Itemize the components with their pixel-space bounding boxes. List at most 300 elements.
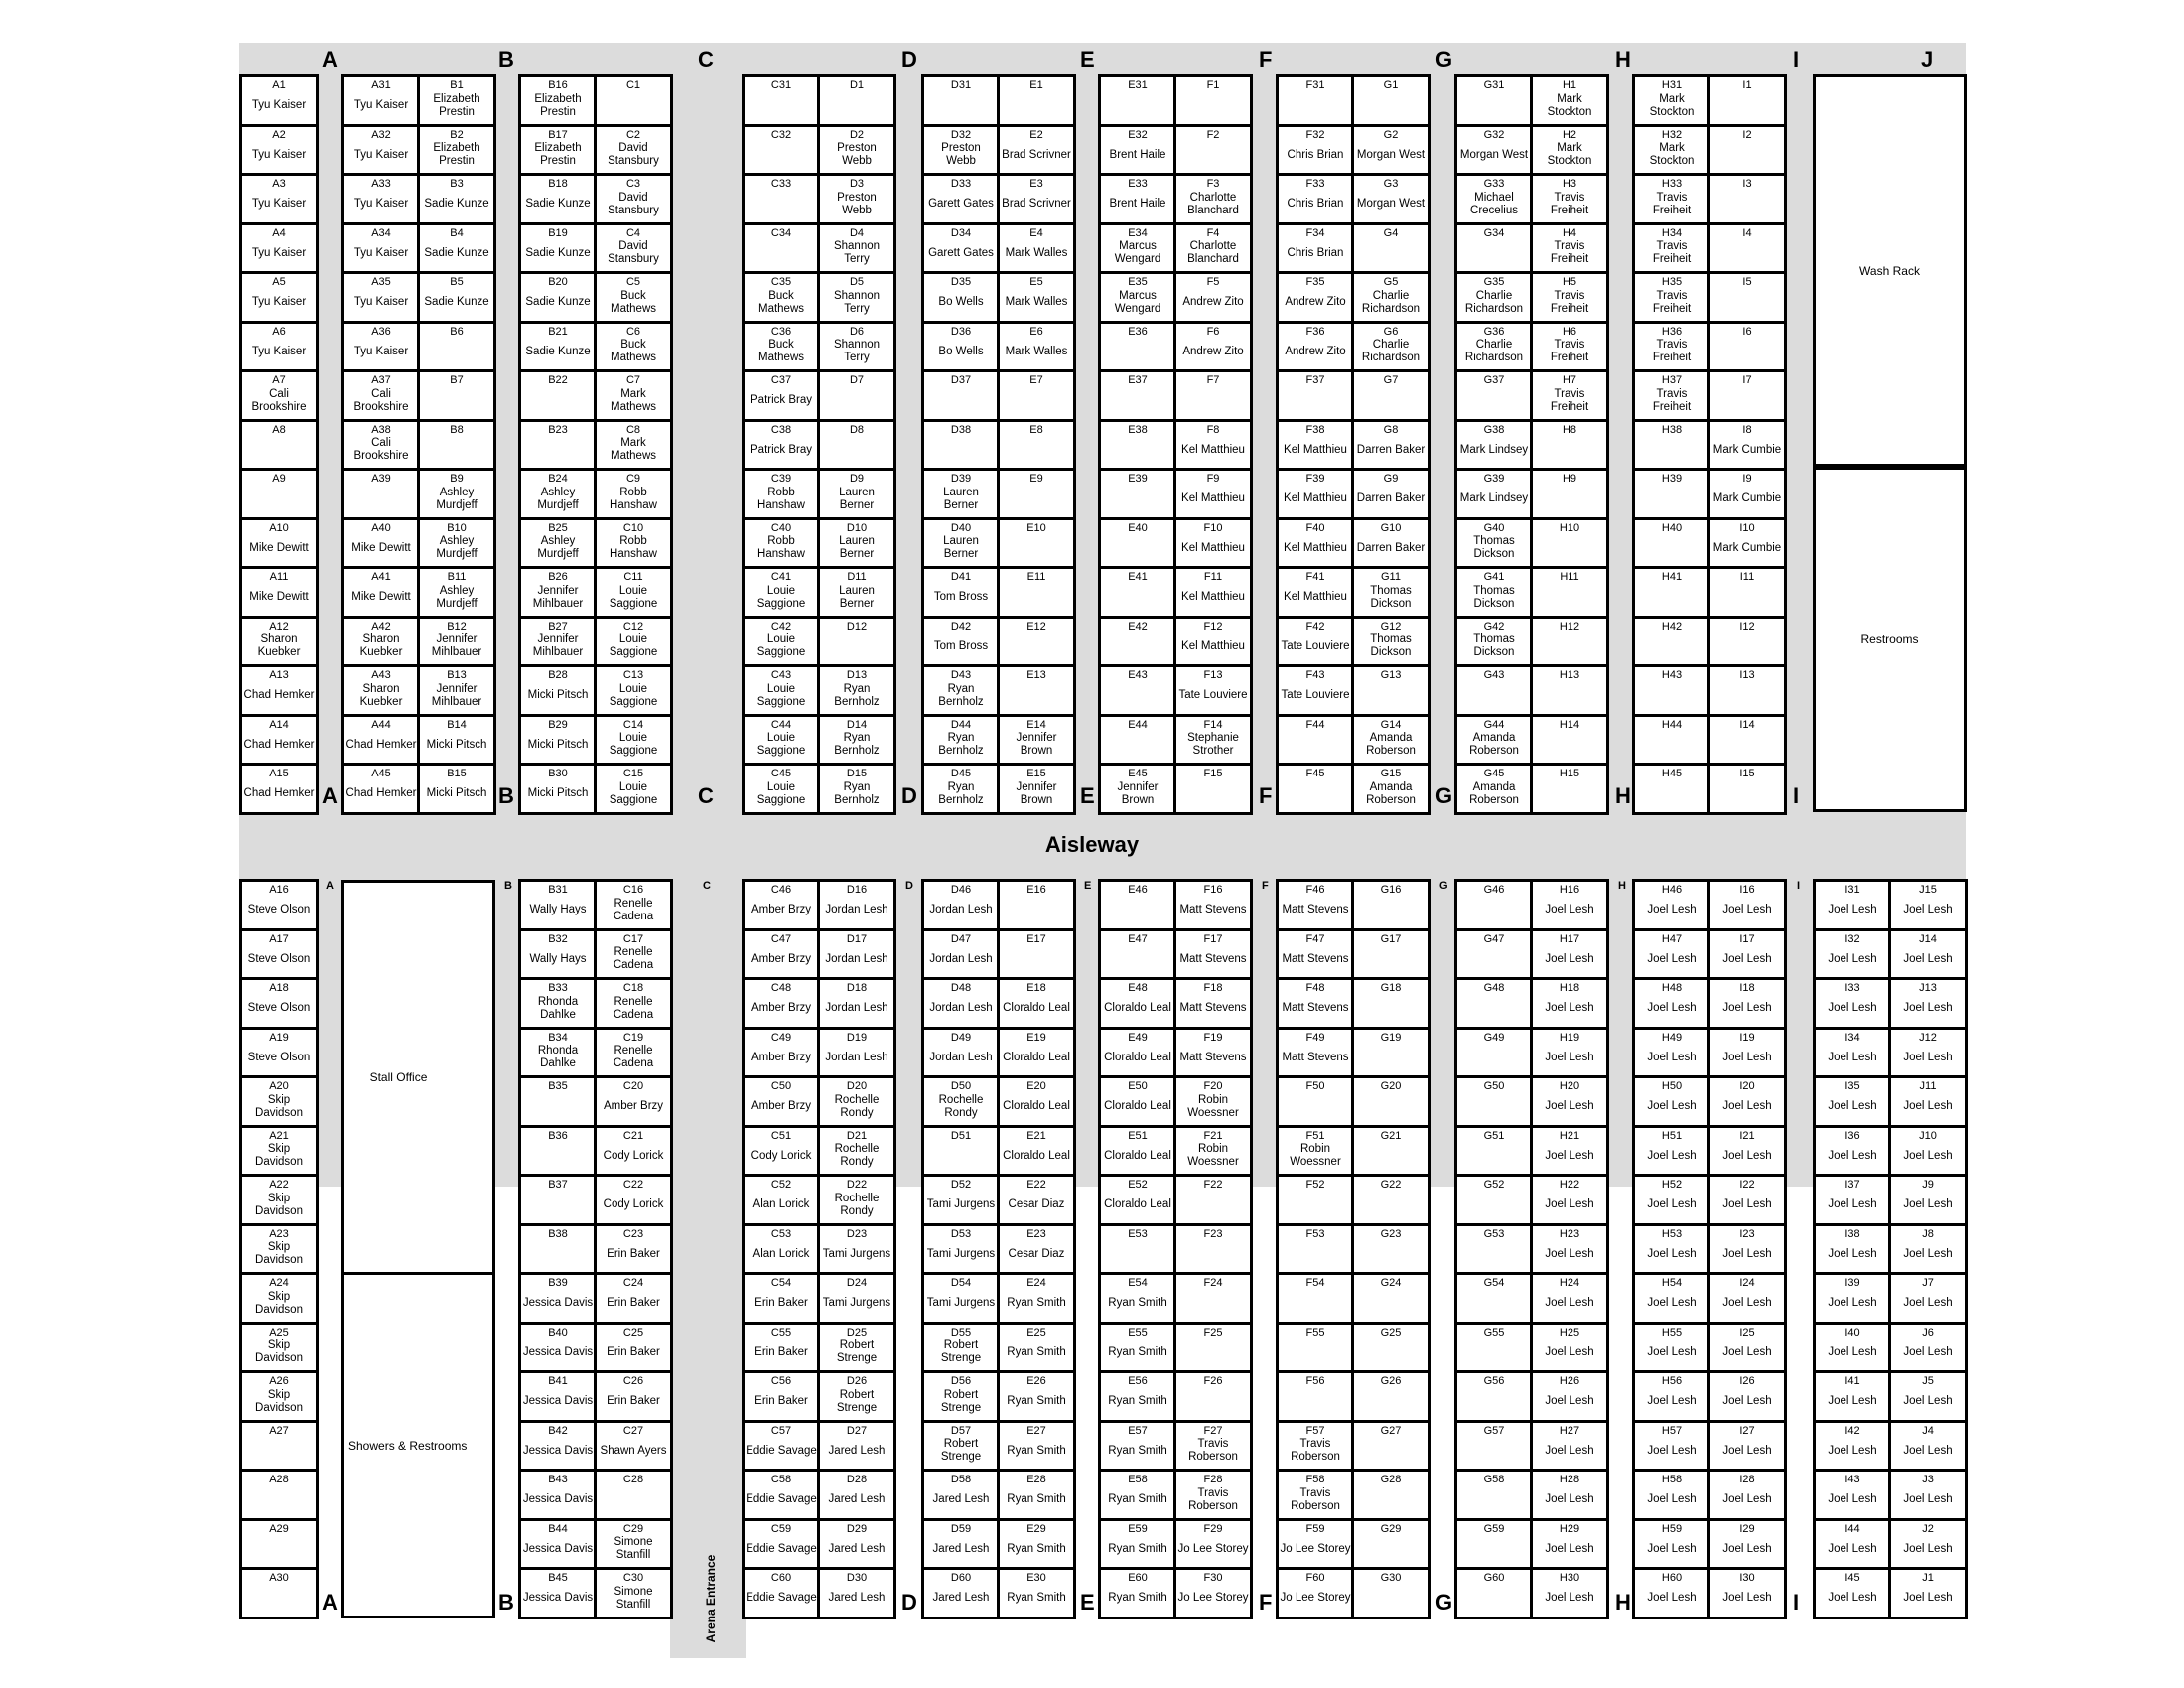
stall-occupant [1746,236,1748,272]
stall-c51 [742,1125,821,1178]
arena-entrance-label: Arena Entrance [704,1554,718,1643]
stall-number: H35 [1661,276,1683,288]
stall-occupant: Joel Lesh [1722,1002,1772,1015]
stall-number: E7 [1029,374,1043,386]
aisleway-label: Aisleway [1044,832,1140,857]
stall-occupant: Sadie Kunze [424,246,489,259]
stall-g26 [1351,1370,1431,1423]
stall-c44 [742,714,821,767]
stall-occupant: Thomas Dickson [1473,584,1515,610]
stall-h30 [1530,1567,1609,1619]
wash-rack-label: Wash Rack [1859,263,1920,278]
stall-occupant: Kel Matthieu [1284,541,1347,554]
stall-occupant: Erin Baker [754,1297,808,1310]
stall-number: F7 [1206,374,1220,386]
column-letter-label: D [905,880,913,892]
stall-occupant: Louie Saggione [609,780,658,806]
stall-f49 [1276,1027,1355,1079]
stall-occupant: Joel Lesh [1722,1542,1772,1555]
stall-occupant: Preston Webb [837,142,877,168]
stall-i31 [1813,879,1892,931]
stall-occupant [1671,531,1673,567]
stall-a30 [239,1567,319,1619]
stall-number: F39 [1305,473,1325,485]
stall-number: G47 [1483,932,1505,945]
stall-number: D2 [849,128,865,141]
stall-d24 [817,1272,896,1325]
stall-number: A27 [269,1424,289,1437]
stall-e9 [997,468,1076,520]
stall-number: H47 [1661,932,1683,945]
stall-occupant: Joel Lesh [1828,1345,1877,1358]
stall-d26 [817,1370,896,1423]
stall-number: E2 [1029,128,1043,141]
stall-d4 [817,222,896,275]
stall-number: A29 [269,1522,289,1535]
stall-occupant [1035,942,1037,978]
stall-occupant: Michael Crecelius [1470,191,1518,216]
stall-number: A13 [269,669,289,681]
stall-occupant [1137,678,1139,714]
stall-occupant: Joel Lesh [1903,1198,1953,1211]
stall-number: H3 [1562,178,1577,190]
stall-number: I22 [1739,1179,1755,1191]
stall-a24 [239,1272,319,1325]
stall-occupant: Cloraldo Leal [1104,1198,1171,1211]
stall-number: I19 [1739,1031,1755,1044]
stall-number: F16 [1203,884,1223,896]
stall-occupant [1212,1286,1214,1322]
stall-occupant: Stephanie Strother [1187,732,1239,758]
stall-occupant: Jordan Lesh [929,1051,993,1063]
stall-number: F11 [1203,571,1223,583]
stall-number: H42 [1661,620,1683,633]
stall-number: J13 [1919,982,1937,994]
stall-occupant: Sadie Kunze [525,345,591,357]
stall-number: G32 [1483,128,1505,141]
stall-c54 [742,1272,821,1325]
stall-number: A6 [272,325,286,338]
stall-f56 [1276,1370,1355,1423]
stall-g32 [1454,124,1534,177]
stall-c8 [594,419,673,472]
stall-number: E5 [1029,276,1043,288]
stall-occupant: Tami Jurgens [926,1198,996,1211]
stall-g28 [1351,1469,1431,1521]
stall-occupant: Joel Lesh [1647,1444,1697,1457]
stall-occupant: Jessica Davis [522,1444,594,1457]
stall-occupant: Cloraldo Leal [1003,1051,1070,1063]
stall-number: A24 [269,1277,289,1289]
stall-f14 [1173,714,1253,767]
stall-h11 [1530,566,1609,619]
stall-a1 [239,74,319,127]
stall-f38 [1276,419,1355,472]
stall-occupant: Renelle Cadena [613,897,654,922]
stall-occupant: Alan Lorick [752,1198,810,1211]
stall-h41 [1632,566,1711,619]
stall-a3 [239,173,319,225]
stall-occupant: Renelle Cadena [613,946,654,972]
stall-a14 [239,714,319,767]
stall-g27 [1351,1420,1431,1473]
stall-number: B3 [450,178,464,190]
stall-number: H15 [1559,768,1580,779]
stall-number: G60 [1483,1572,1505,1584]
stall-number: F43 [1305,669,1325,681]
stall-number: I32 [1844,932,1860,945]
stall-number: G18 [1380,982,1402,994]
stall-occupant: Chris Brian [1287,148,1344,161]
stall-number: H11 [1560,571,1579,583]
stall-occupant [1746,88,1748,124]
stall-occupant [278,482,280,517]
stall-occupant [1390,1286,1392,1322]
stall-d14 [817,714,896,767]
stall-occupant: Thomas Dickson [1370,633,1412,659]
stall-number: D55 [950,1326,972,1338]
stall-number: E11 [1026,571,1046,583]
stall-occupant [1314,728,1316,764]
stall-number: B2 [450,128,464,141]
stall-number: I31 [1844,884,1860,896]
stall-number: E49 [1128,1031,1148,1044]
stall-a29 [239,1518,319,1571]
stall-number: I40 [1844,1326,1860,1338]
stall-g59 [1454,1518,1534,1571]
stall-number: H22 [1559,1179,1580,1191]
stall-occupant [1137,482,1139,517]
stall-occupant [1390,236,1392,272]
stall-occupant [632,88,634,124]
stall-number: C28 [622,1474,644,1485]
stall-occupant [1569,433,1570,469]
stall-occupant: Ryan Smith [1007,1493,1066,1506]
stall-occupant: Skip Davidson [255,1290,303,1316]
stall-number: A33 [371,178,391,190]
stall-c19 [594,1027,673,1079]
column-letter-label: I [1793,1590,1800,1615]
stall-b44 [518,1518,598,1571]
stall-number: D3 [849,178,865,190]
stall-occupant [1493,236,1495,272]
stall-b45 [518,1567,598,1619]
stall-number: H60 [1661,1572,1683,1584]
stall-occupant: Cloraldo Leal [1003,1002,1070,1015]
stall-number: A2 [272,128,286,141]
stall-number: G52 [1483,1179,1505,1191]
stall-b5 [417,271,496,324]
stall-occupant: Joel Lesh [1722,1297,1772,1310]
stall-occupant [1569,531,1570,567]
stall-number: H2 [1562,128,1577,141]
stall-occupant: Buck Mathews [757,339,805,364]
stall-occupant [1390,1237,1392,1273]
stall-number: F3 [1206,178,1220,190]
stall-e36 [1098,321,1177,373]
stall-g8 [1351,419,1431,472]
stall-number: G36 [1483,325,1505,338]
stall-number: C27 [622,1424,644,1437]
stall-number: E10 [1026,521,1046,534]
stall-h48 [1632,977,1711,1030]
stall-number: J12 [1919,1031,1937,1044]
stall-occupant [1746,630,1748,665]
stall-number: A42 [371,620,391,633]
stall-number: F57 [1305,1424,1325,1437]
stall-number: H23 [1559,1227,1580,1240]
stall-occupant [1746,678,1748,714]
stall-occupant: Mark Mathews [610,437,657,463]
stall-occupant [1035,482,1037,517]
stall-a28 [239,1469,319,1521]
column-letter-label: F [1259,47,1273,71]
column-letter-label: C [698,47,714,71]
stall-occupant: Robin Woessner [1290,1143,1341,1169]
stall-number: C39 [770,473,792,485]
stall-occupant: Thomas Dickson [1370,584,1412,610]
stall-g16 [1351,879,1431,931]
stall-occupant: Andrew Zito [1182,345,1244,357]
stall-occupant: Tate Louviere [1281,689,1350,702]
stall-occupant [780,88,782,124]
stall-occupant: Sadie Kunze [424,296,489,309]
stall-number: J7 [1922,1277,1934,1289]
stall-occupant: Kel Matthieu [1284,443,1347,456]
stall-g35 [1454,271,1534,324]
stall-d43 [921,664,1001,717]
stall-occupant [1035,433,1037,469]
column-letter-label: J [1921,47,1934,71]
stall-occupant [856,433,858,469]
stall-b17 [518,124,598,177]
stall-b4 [417,222,496,275]
stall-b9 [417,468,496,520]
stall-e43 [1098,664,1177,717]
stall-d39 [921,468,1001,520]
stall-number: H57 [1661,1424,1683,1437]
stall-b10 [417,517,496,570]
stall-number: C50 [770,1080,792,1092]
stall-number: D28 [846,1474,868,1485]
stall-number: B35 [548,1080,568,1092]
stall-occupant: Shannon Terry [833,339,881,364]
stall-number: B11 [447,571,467,583]
stall-e20 [997,1075,1076,1128]
stall-number: B45 [548,1572,568,1584]
stall-number: I41 [1844,1375,1860,1387]
stall-g15 [1351,763,1431,815]
stall-a42 [341,616,421,668]
stall-number: H29 [1559,1522,1580,1535]
stall-d16 [817,879,896,931]
stall-c57 [742,1420,821,1473]
stall-d49 [921,1027,1001,1079]
stall-number: B21 [548,325,568,338]
stall-occupant: Sadie Kunze [525,198,591,211]
stall-occupant: Joel Lesh [1722,1149,1772,1162]
stall-occupant: Mike Dewitt [351,541,411,554]
stall-number: I12 [1739,620,1755,633]
stall-number: F26 [1203,1375,1223,1387]
stall-occupant [1671,482,1673,517]
stall-occupant [960,383,962,419]
stall-occupant: Ryan Bernholz [834,732,880,758]
stall-occupant: Tyu Kaiser [353,198,409,211]
stall-occupant: Cody Lorick [603,1198,664,1211]
stall-occupant: Joel Lesh [1903,1149,1953,1162]
stall-occupant: Rhonda Dahlke [537,995,579,1021]
stall-occupant [1671,728,1673,764]
stall-occupant [1390,1482,1392,1518]
stall-number: I13 [1739,669,1755,681]
stall-number: H8 [1562,423,1577,436]
stall-h54 [1632,1272,1711,1325]
stall-occupant: Joel Lesh [1903,1592,1953,1605]
stall-b12 [417,616,496,668]
stall-number: D6 [849,325,865,338]
stall-occupant: Charlie Richardson [1464,289,1524,315]
stall-occupant [1212,1188,1214,1223]
stall-number: D50 [950,1080,972,1092]
stall-number: B7 [450,374,464,386]
stall-number: D5 [849,276,865,288]
stall-occupant: Travis Freiheit [1550,387,1589,413]
stall-occupant: Jared Lesh [932,1542,990,1555]
stall-number: G26 [1380,1375,1402,1387]
stall-occupant: Robert Strenge [836,1339,878,1365]
stall-number: B25 [548,521,568,534]
stall-f35 [1276,271,1355,324]
stall-occupant: Joel Lesh [1828,1198,1877,1211]
stall-e28 [997,1469,1076,1521]
stall-occupant [1212,1237,1214,1273]
stall-occupant: Ryan Bernholz [938,682,984,708]
stall-occupant: Darren Baker [1356,443,1426,456]
stall-number: H56 [1661,1375,1683,1387]
stall-number: B23 [548,423,568,436]
stall-occupant [1493,1581,1495,1617]
stall-number: E15 [1026,768,1046,779]
stall-number: G48 [1483,982,1505,994]
stall-occupant [1137,531,1139,567]
stall-occupant [780,138,782,174]
stall-occupant: Elizabeth Prestin [433,92,480,118]
stall-number: H39 [1661,473,1683,485]
stall-number: A12 [269,620,289,633]
stall-number: H4 [1562,226,1577,239]
stall-number: C60 [770,1572,792,1584]
stall-j11 [1888,1075,1968,1128]
stall-occupant: Cali Brookshire [353,437,409,463]
stall-d46 [921,879,1001,931]
stall-number: E8 [1029,423,1043,436]
stall-g43 [1454,664,1534,717]
stall-h44 [1632,714,1711,767]
stall-number: E21 [1026,1129,1046,1142]
stall-number: E32 [1128,128,1148,141]
stall-number: E50 [1128,1080,1148,1092]
stall-occupant: Travis Freiheit [1652,191,1692,216]
stall-number: A37 [371,374,391,386]
stall-number: I15 [1739,768,1755,779]
stall-g20 [1351,1075,1431,1128]
stall-b36 [518,1125,598,1178]
stall-occupant: Joel Lesh [1545,1297,1594,1310]
stall-h21 [1530,1125,1609,1178]
stall-f25 [1173,1322,1253,1374]
stall-occupant: Travis Freiheit [1652,240,1692,266]
stall-occupant [1493,1188,1495,1223]
stall-occupant: Jo Lee Storey [1177,1542,1249,1555]
stall-a13 [239,664,319,717]
stall-occupant: Cloraldo Leal [1104,1149,1171,1162]
stall-number: J1 [1922,1572,1934,1584]
stall-occupant [1493,1384,1495,1420]
stall-number: E48 [1128,982,1148,994]
stall-occupant: Ryan Smith [1108,1395,1167,1408]
stall-occupant: Jennifer Brown [1016,732,1057,758]
stall-number: C22 [622,1179,644,1191]
stall-occupant: Mark Walles [1005,345,1068,357]
wash-rack [1813,74,1967,467]
stall-d31 [921,74,1001,127]
stall-occupant: Kel Matthieu [1181,541,1245,554]
stall-f22 [1173,1174,1253,1226]
stall-occupant: Steve Olson [247,904,311,916]
stall-number: A36 [371,325,391,338]
stall-number: B33 [548,982,568,994]
stall-number: G20 [1380,1080,1402,1092]
stall-number: I25 [1739,1326,1755,1338]
stall-occupant: Simone Stanfill [614,1585,653,1611]
stall-number: A32 [371,128,391,141]
stall-occupant [1569,482,1570,517]
stall-number: E14 [1026,718,1046,731]
stall-occupant: Amber Brzy [603,1100,664,1113]
stall-f15 [1173,763,1253,815]
restrooms [1813,467,1967,812]
stall-number: C41 [770,571,792,583]
stall-occupant: Tom Bross [933,591,989,604]
stall-number: C42 [770,620,792,633]
stall-g36 [1454,321,1534,373]
stall-number: H45 [1661,768,1683,779]
stall-i2 [1707,124,1787,177]
stall-occupant: Steve Olson [247,1002,311,1015]
stall-occupant: Chad Hemker [345,738,417,751]
stall-number: I5 [1742,276,1752,288]
stall-e22 [997,1174,1076,1226]
stall-number: F55 [1305,1326,1325,1338]
stall-number: B14 [447,718,467,731]
stall-number: I24 [1739,1277,1755,1289]
stall-occupant [1493,1286,1495,1322]
stall-occupant [1035,893,1037,928]
stall-occupant: Rochelle Rondy [834,1143,880,1169]
stall-occupant: Robert Strenge [940,1388,982,1414]
stall-d40 [921,517,1001,570]
stall-occupant: Joel Lesh [1545,1100,1594,1113]
stall-f21 [1173,1125,1253,1178]
stall-i21 [1707,1125,1787,1178]
stall-e13 [997,664,1076,717]
stall-number: F54 [1305,1277,1325,1289]
stall-occupant [1746,335,1748,370]
stall-occupant [557,433,559,469]
stall-occupant: Ashley Murdjeff [436,535,478,561]
stall-occupant: Tyu Kaiser [353,99,409,112]
